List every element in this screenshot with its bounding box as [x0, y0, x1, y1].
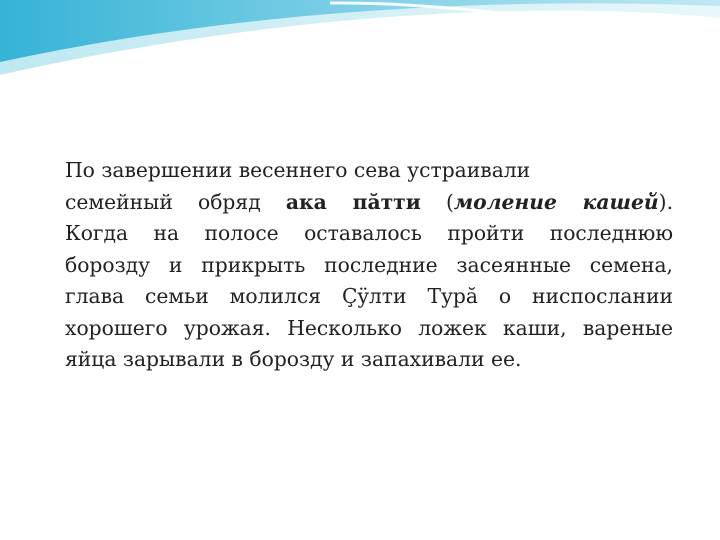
open-paren: ( [445, 189, 454, 214]
wave-highlight-thin [480, 16, 700, 44]
text-segment: семейный обряд [65, 189, 261, 214]
term-translation: моление кашей [453, 189, 659, 214]
text-line-5: глава семьи молился Çÿлти Турă о ниспослании [65, 284, 673, 308]
body-paragraph [65, 155, 673, 376]
text-line-7: яйца зарывали в борозду и запахивали ее. [65, 347, 522, 371]
term-aka-patti: ака пăтти [285, 189, 421, 214]
text-line-3: Когда на полосе оставалось пройти последнюю [65, 221, 673, 245]
text-line-6: хорошего урожая. Несколько ложек каши, вареные [65, 315, 673, 340]
text-segment [446, 190, 673, 214]
text-line-4: борозду и прикрыть последние засеянные семена, [65, 252, 673, 277]
header-wave-decoration [0, 0, 720, 90]
text-line-1: По завершении весеннего сева устраивали [65, 158, 531, 182]
close-paren: ). [658, 189, 674, 214]
text-line-2 [65, 187, 673, 219]
